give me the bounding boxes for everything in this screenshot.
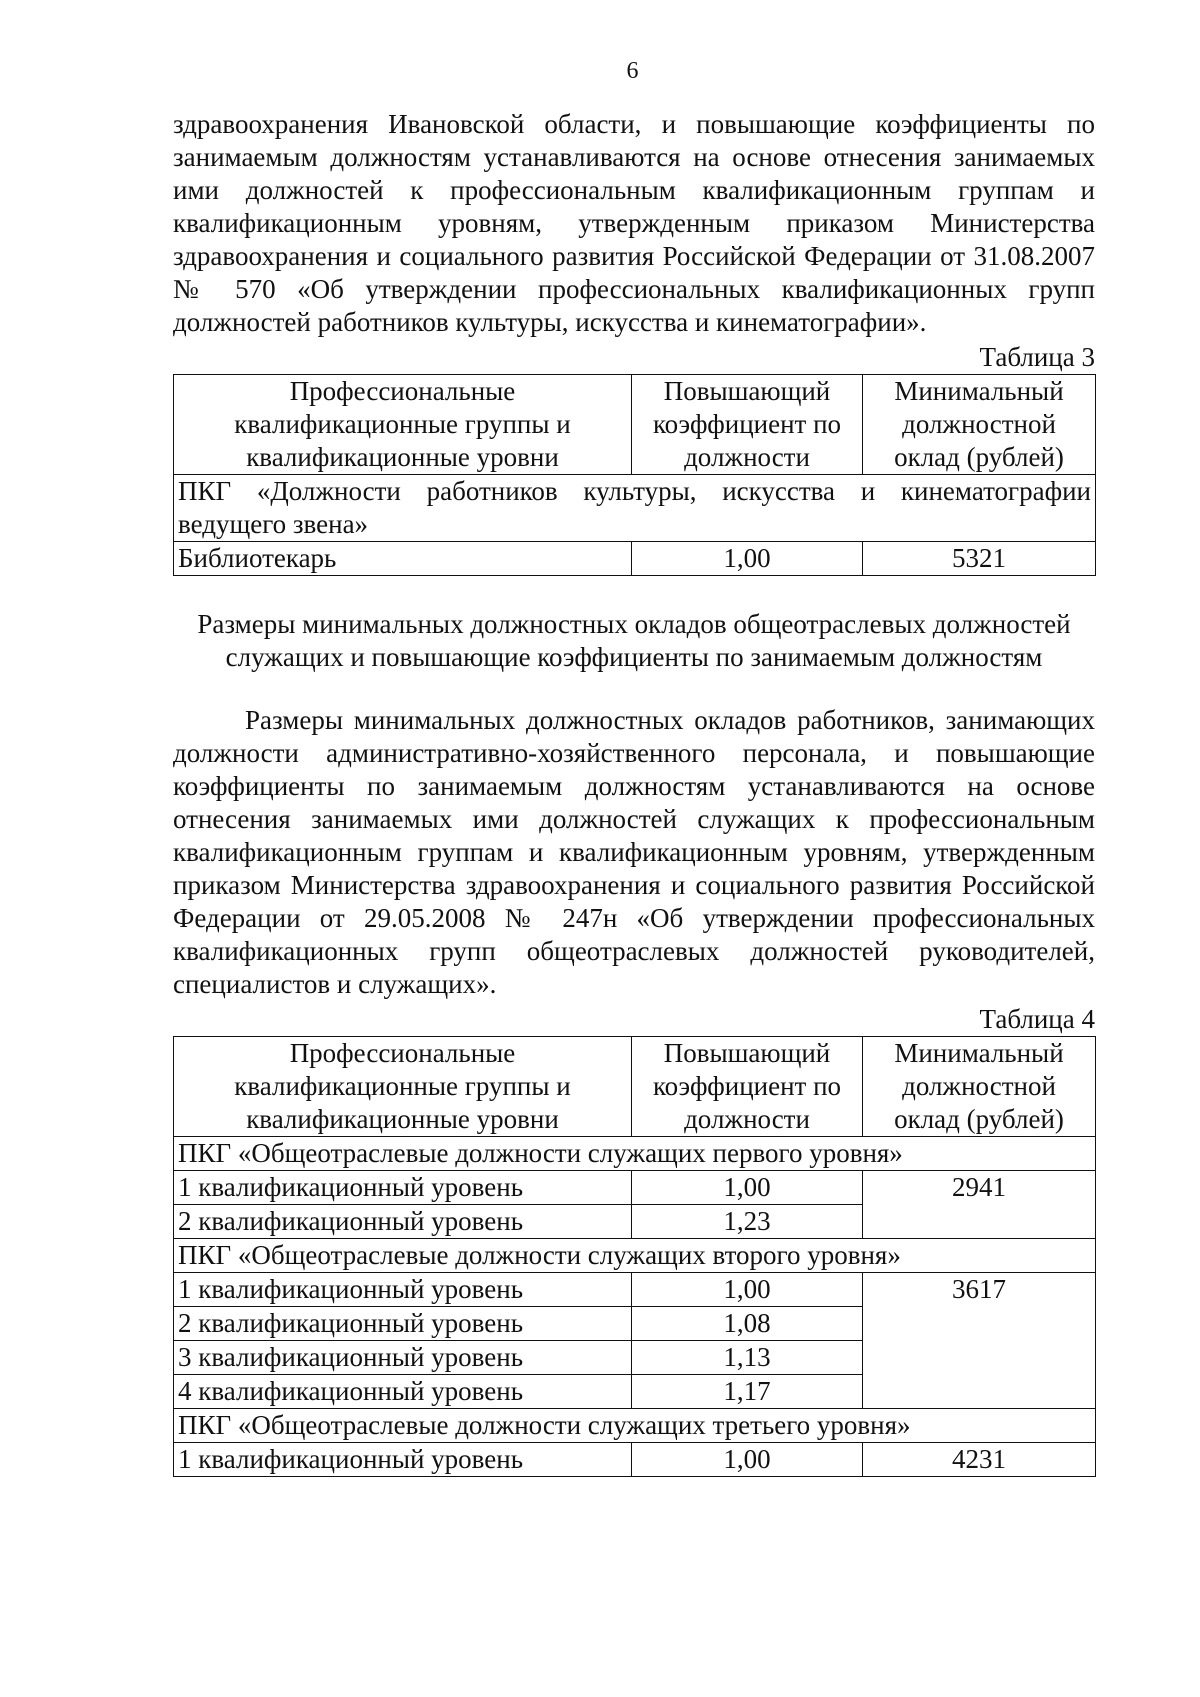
intro-paragraph: здравоохранения Ивановской области, и повышающие коэффициенты по занимаемым должностям устанавливаются на основе отнесения занимаемых ими должностей к профессиональным квалификационным группам и квалификационным уровням, утвержденным приказом Министерства здравоохранения и социального развития Российской Федерации от 31.08.2007 № 570 «Об утверждении профессиональных квалификационных групп должностей работников культуры, искусства и кинематографии». (173, 109, 1095, 337)
table3-header-groups: Профессиональные квалификационные группы и квалификационные уровни (174, 375, 632, 475)
table-row (174, 1273, 1096, 1307)
table3-group-title: ПКГ «Должности работников культуры, искусства и кинематографии ведущего звена» (174, 475, 1096, 542)
page-number: 6 (626, 58, 639, 84)
table4-row-coef: 1,23 (632, 1205, 863, 1239)
section-heading: Размеры минимальных должностных окладов общеотраслевых должностей служащих и повышающие коэффициенты по занимаемым должностям (197, 609, 1071, 672)
table4-group-row (174, 1239, 1096, 1273)
table4 (173, 1036, 1096, 1477)
table-row (174, 1171, 1096, 1205)
table3-group-row (174, 475, 1096, 542)
table4-caption: Таблица 4 (979, 1004, 1095, 1034)
body-paragraph: Размеры минимальных должностных окладов работников, занимающих должности административно-хозяйственного персонала, и повышающие коэффициенты по занимаемым должностям устанавливаются на основе отнесения занимаемых ими должностей служащих к профессиональным квалификационным группам и квалификационным уровням, утвержденным приказом Министерства здравоохранения и социального развития Российской Федерации от 29.05.2008 № 247н «Об утверждении профессиональных квалификационных групп общеотраслевых должностей руководителей, специалистов и служащих». (173, 705, 1095, 999)
table4-group-row (174, 1409, 1096, 1443)
table4-group2-title: ПКГ «Общеотраслевые должности служащих второго уровня» (174, 1239, 1096, 1273)
document-page (173, 56, 1095, 1477)
table3-header-salary: Минимальный должностной оклад (рублей) (863, 375, 1096, 475)
table4-row-coef: 1,17 (632, 1375, 863, 1409)
table3-row-coef: 1,00 (632, 542, 863, 576)
table4-row-name: 2 квалификационный уровень (174, 1307, 632, 1341)
table4-header-coef: Повышающий коэффициент по должности (632, 1037, 863, 1137)
table4-group1-salary: 2941 (863, 1171, 1096, 1239)
table3 (173, 374, 1096, 576)
table3-caption: Таблица 3 (979, 342, 1095, 372)
table4-group1-title: ПКГ «Общеотраслевые должности служащих первого уровня» (174, 1137, 1096, 1171)
table3-row-name: Библиотекарь (174, 542, 632, 576)
table4-row-name: 4 квалификационный уровень (174, 1375, 632, 1409)
table3-header-row (174, 375, 1096, 475)
table4-header-row (174, 1037, 1096, 1137)
table4-group3-salary: 4231 (863, 1443, 1096, 1477)
table4-row-coef: 1,00 (632, 1171, 863, 1205)
table4-header-groups: Профессиональные квалификационные группы и квалификационные уровни (174, 1037, 632, 1137)
table4-row-coef: 1,08 (632, 1307, 863, 1341)
table4-row-coef: 1,00 (632, 1273, 863, 1307)
table4-group-row (174, 1137, 1096, 1171)
table4-row-name: 3 квалификационный уровень (174, 1341, 632, 1375)
table4-row-name: 1 квалификационный уровень (174, 1171, 632, 1205)
table4-row-coef: 1,00 (632, 1443, 863, 1477)
table4-row-name: 1 квалификационный уровень (174, 1273, 632, 1307)
table4-group3-title: ПКГ «Общеотраслевые должности служащих третьего уровня» (174, 1409, 1096, 1443)
table4-row-name: 1 квалификационный уровень (174, 1443, 632, 1477)
table4-group2-salary: 3617 (863, 1273, 1096, 1409)
table3-header-coef: Повышающий коэффициент по должности (632, 375, 863, 475)
table-row (174, 542, 1096, 576)
table4-header-salary: Минимальный должностной оклад (рублей) (863, 1037, 1096, 1137)
table-row (174, 1443, 1096, 1477)
table3-row-salary: 5321 (863, 542, 1096, 576)
table4-row-coef: 1,13 (632, 1341, 863, 1375)
table4-row-name: 2 квалификационный уровень (174, 1205, 632, 1239)
